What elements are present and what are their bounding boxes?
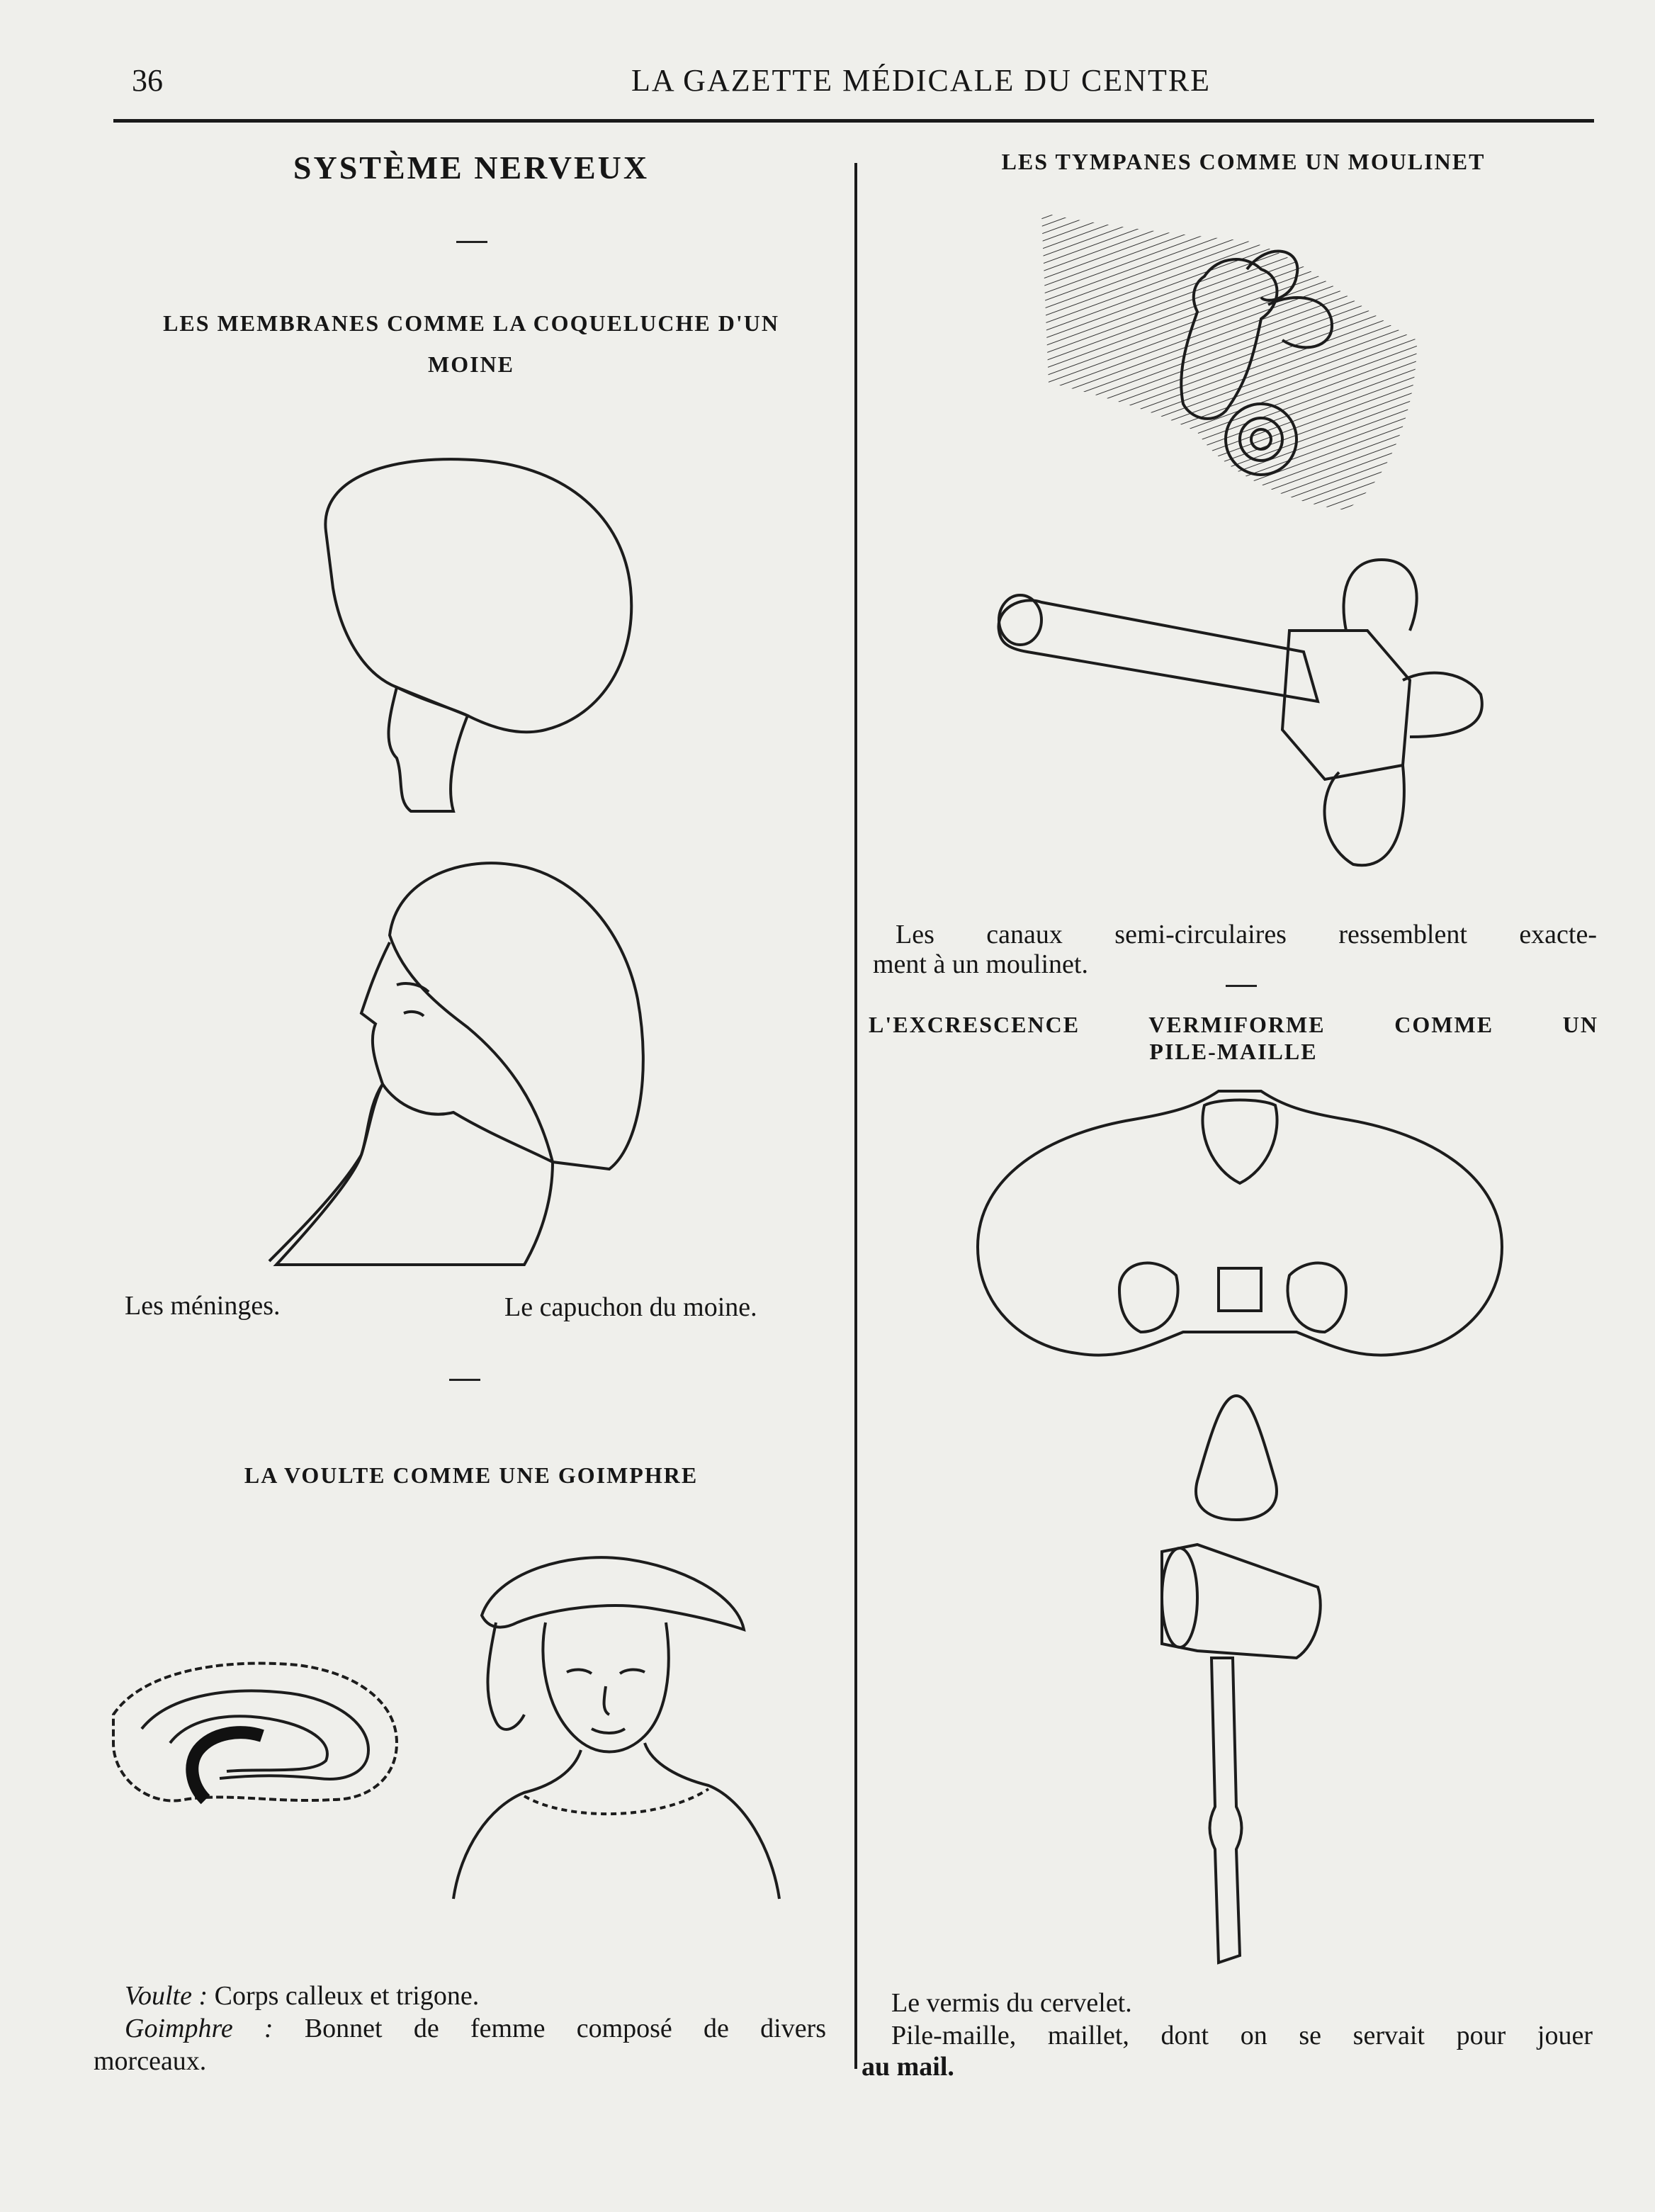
- mallet-illustration: [1148, 1537, 1325, 1970]
- vermis-caption-line1: Le vermis du cervelet.: [891, 1988, 1132, 2018]
- canaux-caption-line2: ment à un moulinet.: [873, 949, 1088, 979]
- column-rule: [854, 163, 857, 2069]
- canaux-caption-line1: Les canaux semi-circulaires ressemblent exacte-: [896, 920, 1597, 949]
- separator-dash: [456, 241, 487, 243]
- woman-bonnet-illustration: [439, 1552, 793, 1906]
- tympanes-heading: LES TYMPANES COMME UN MOULINET: [1001, 149, 1486, 174]
- excroissance-heading-line2: PILE-MAILLE: [1149, 1039, 1318, 1064]
- caption-voulte: [125, 1980, 479, 2012]
- excroissance-heading-line1: L'EXCRESCENCE VERMIFORME COMME UN: [869, 1012, 1598, 1037]
- caption-goimphre: [125, 2012, 826, 2045]
- membranes-heading-line1: LES MEMBRANES COMME LA COQUELUCHE D'UN: [163, 310, 779, 336]
- running-title: LA GAZETTE MÉDICALE DU CENTRE: [631, 63, 1211, 98]
- meninges-illustration: [312, 446, 645, 815]
- separator-dash: [449, 1379, 480, 1381]
- page-number: 36: [132, 63, 163, 98]
- section-title: SYSTÈME NERVEUX: [293, 149, 650, 186]
- vermis-caption-line2: Pile-maille, maillet, dont on se servait pour jouer: [891, 2021, 1593, 2050]
- caption-capuchon: Le capuchon du moine.: [504, 1292, 757, 1322]
- vermis-cone-illustration: [1183, 1389, 1289, 1523]
- moulinet-illustration: [985, 553, 1495, 879]
- vermis-caption-line3: au mail.: [862, 2052, 954, 2082]
- goimphre-definition: Bonnet de femme composé de divers: [273, 2014, 827, 2043]
- separator-dash: [1226, 985, 1257, 987]
- monk-hood-illustration: [255, 850, 666, 1268]
- membranes-heading-line2: MOINE: [428, 351, 514, 377]
- voulte-heading: LA VOULTE COMME UNE GOIMPHRE: [244, 1462, 699, 1488]
- voulte-definition: Corps calleux et trigone.: [208, 1981, 480, 2011]
- semicircular-canals-illustration: [1034, 198, 1431, 524]
- corpus-callosum-illustration: [99, 1637, 411, 1828]
- voulte-term: Voulte :: [125, 1981, 208, 2011]
- header-rule: [113, 119, 1594, 123]
- caption-goimphre-line2: morceaux.: [94, 2046, 207, 2076]
- cerebellum-illustration: [964, 1077, 1516, 1389]
- goimphre-term: Goimphre :: [125, 2014, 273, 2043]
- caption-meninges: Les méninges.: [125, 1291, 281, 1321]
